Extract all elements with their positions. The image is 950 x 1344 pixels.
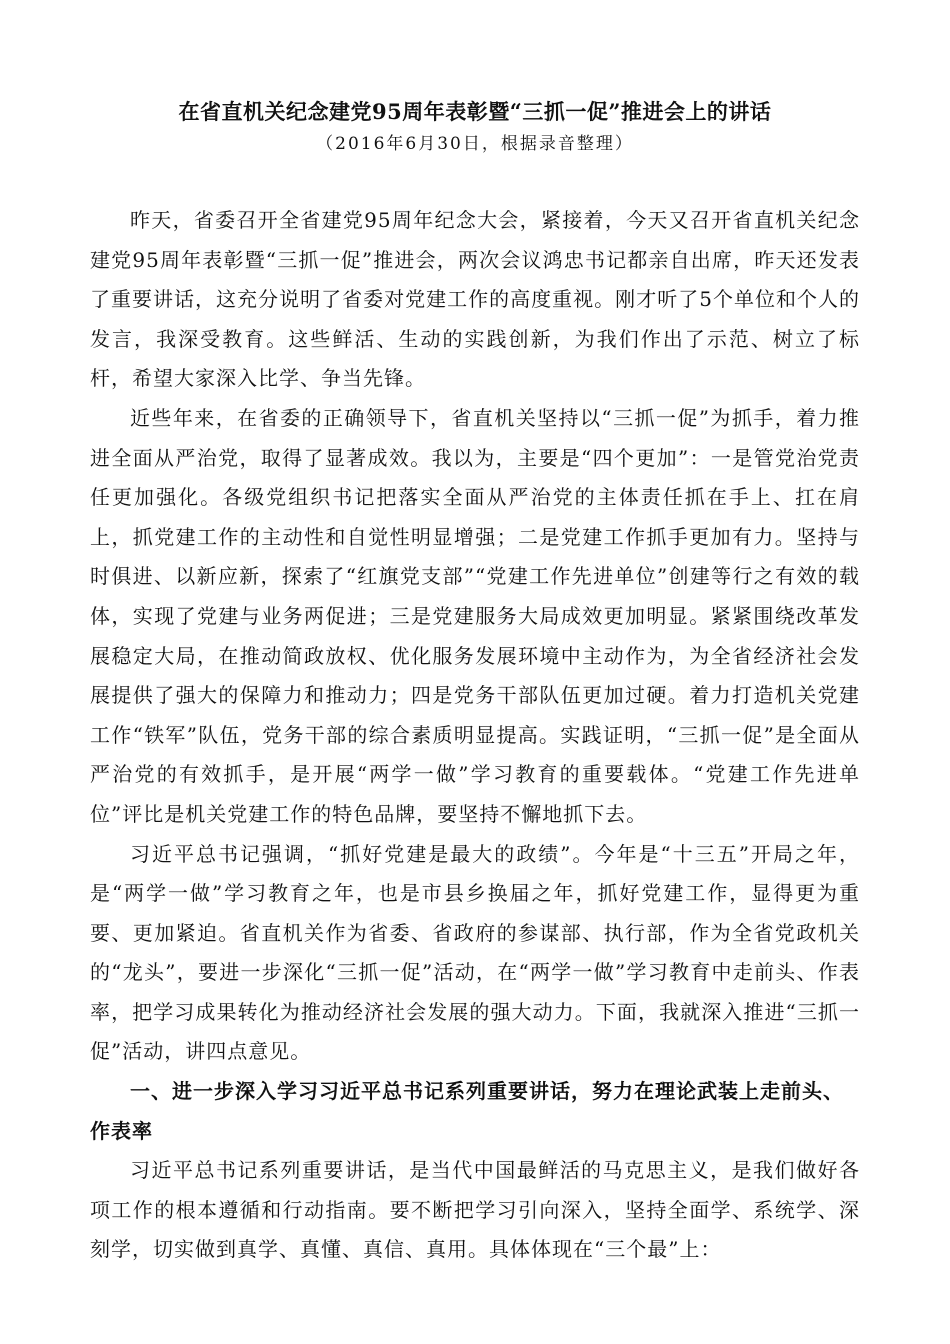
- document-page: [90, 95, 860, 1270]
- paragraph-intro: 昨天，省委召开全省建党95周年纪念大会，紧接着，今天又召开省直机关纪念建党95周年表彰暨“三抓一促”推进会，两次会议鸿忠书记都亲自出席，昨天还发表了重要讲话，这充分说明了省委对党建工作的高度重视。刚才听了5个单位和个人的发言，我深受教育。这些鲜活、生动的实践创新，为我们作出了示范、树立了标杆，希望大家深入比学、争当先锋。: [90, 208, 860, 391]
- section-heading-1: 一、进一步深入学习习近平总书记系列重要讲话，努力在理论武装上走前头、作表率: [90, 1079, 844, 1143]
- document-subtitle: （2016年6月30日，根据录音整理）: [316, 134, 634, 154]
- document-title: 在省直机关纪念建党95周年表彰暨“三抓一促”推进会上的讲话: [178, 99, 772, 124]
- paragraph-section-1: 习近平总书记系列重要讲话，是当代中国最鲜活的马克思主义，是我们做好各项工作的根本遵循和行动指南。要不断把学习引向深入，坚持全面学、系统学、深刻学，切实做到真学、真懂、真信、真用。具体体现在“三个最”上：: [90, 1158, 860, 1262]
- paragraph-achievements: 近些年来，在省委的正确领导下，省直机关坚持以“三抓一促”为抓手，着力推进全面从严治党，取得了显著成效。我以为，主要是“四个更加”：一是管党治党责任更加强化。各级党组织书记把落实全面从严治党的主体责任抓在手上、扛在肩上，抓党建工作的主动性和自觉性明显增强；二是党建工作抓手更加有力。坚持与时俱进、以新应新，探索了“红旗党支部”“党建工作先进单位”创建等行之有效的载体，实现了党建与业务两促进；三是党建服务大局成效更加明显。紧紧围绕改革发展稳定大局，在推动简政放权、优化服务发展环境中主动作为，为全省经济社会发展提供了强大的保障力和推动力；四是党务干部队伍更加过硬。着力打造机关党建工作“铁军”队伍，党务干部的综合素质明显提高。实践证明，“三抓一促”是全面从严治党的有效抓手，是开展“两学一做”学习教育的重要载体。“党建工作先进单位”评比是机关党建工作的特色品牌，要坚持不懈地抓下去。: [90, 405, 860, 826]
- paragraph-importance: 习近平总书记强调，“抓好党建是最大的政绩”。今年是“十三五”开局之年，是“两学一做”学习教育之年，也是市县乡换届之年，抓好党建工作，显得更为重要、更加紧迫。省直机关作为省委、省政府的参谋部、执行部，作为全省党政机关的“龙头”，要进一步深化“三抓一促”活动，在“两学一做”学习教育中走前头、作表率，把学习成果转化为推动经济社会发展的强大动力。下面，我就深入推进“三抓一促”活动，讲四点意见。: [90, 841, 860, 1064]
